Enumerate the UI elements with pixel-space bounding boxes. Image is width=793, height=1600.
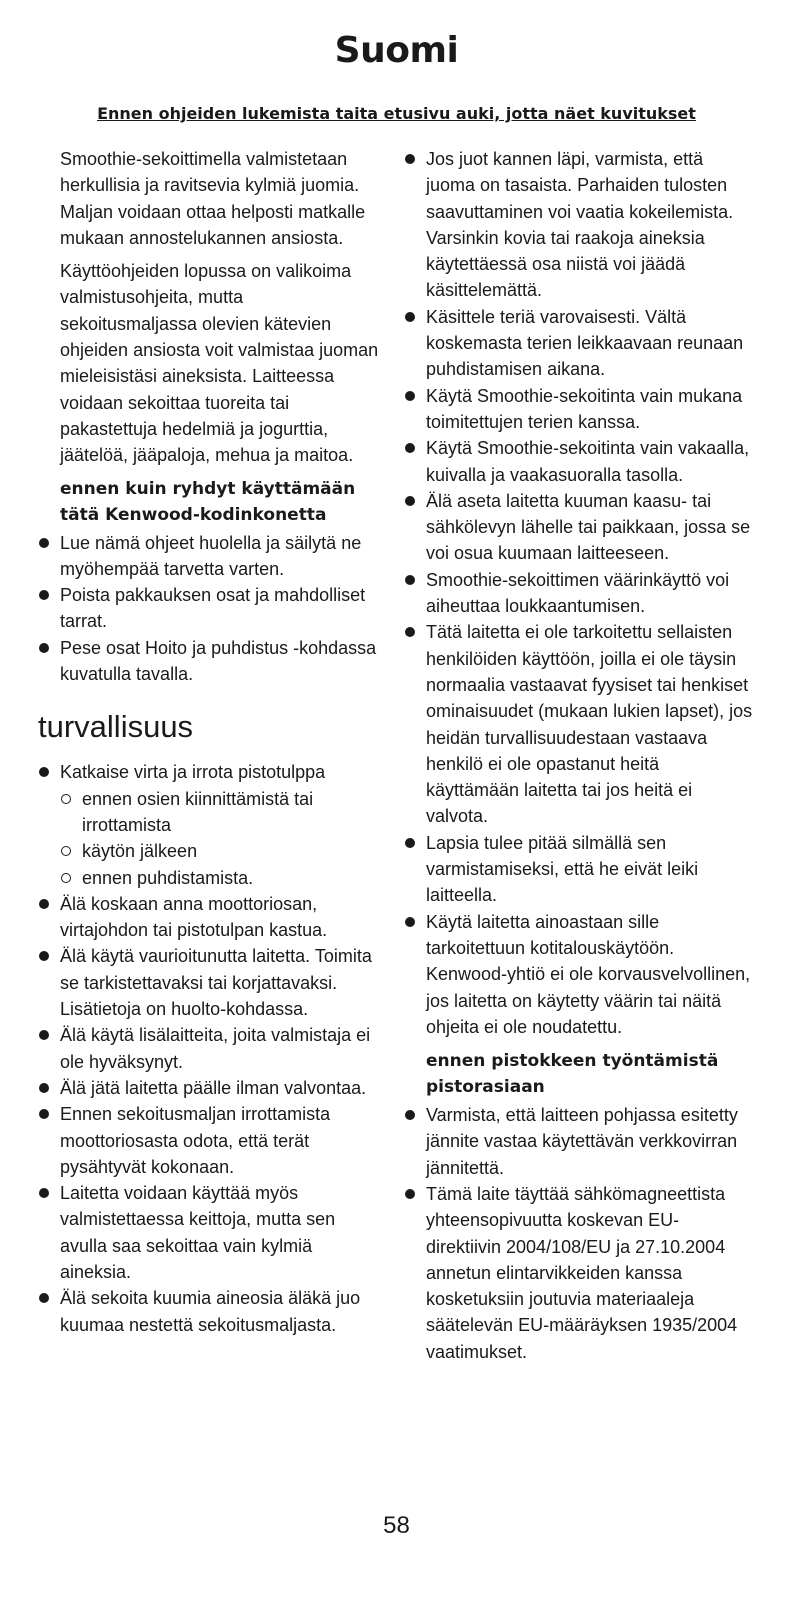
before-use-heading: ennen kuin ryhdyt käyttämään tätä Kenwood-kodinkonetta xyxy=(60,478,356,525)
sub-list-item: käytön jälkeen xyxy=(60,838,383,864)
sub-list-item: ennen osien kiinnittämistä tai irrottamista xyxy=(60,786,383,839)
list-item: Älä sekoita kuumia aineosia äläkä juo kuumaa nestettä sekoitusmaljasta. xyxy=(38,1285,383,1338)
safety-list-continued xyxy=(404,146,754,1040)
unplug-sublist xyxy=(60,786,383,891)
list-item: Lue nämä ohjeet huolella ja säilytä ne myöhempää tarvetta varten. xyxy=(38,530,383,583)
list-item: Älä koskaan anna moottoriosan, virtajohdon tai pistotulpan kastua. xyxy=(38,891,383,944)
before-use-list xyxy=(38,530,383,688)
list-item: Pese osat Hoito ja puhdistus -kohdassa kuvatulla tavalla. xyxy=(38,635,383,688)
list-item: Älä aseta laitetta kuuman kaasu- tai sähkölevyn lähelle tai paikkaan, jossa se voi osua kuumaan laitteeseen. xyxy=(404,488,754,567)
sub-list-item: ennen puhdistamista. xyxy=(60,865,383,891)
list-item: Käytä laitetta ainoastaan sille tarkoitettuun kotitalouskäytöön. Kenwood-yhtiö ei ole korvausvelvollinen, jos laitetta on käytetty väärin tai näitä ohjeita ei ole noudatettu. xyxy=(404,909,754,1040)
list-item: Älä käytä lisälaitteita, joita valmistaja ei ole hyväksynyt. xyxy=(38,1022,383,1075)
list-item: Älä jätä laitetta päälle ilman valvontaa. xyxy=(38,1075,383,1101)
list-item: Käsittele teriä varovaisesti. Vältä koskemasta terien leikkaavaan reunaan puhdistamisen aikana. xyxy=(404,304,754,383)
page-number: 58 xyxy=(383,1512,410,1539)
list-item xyxy=(38,759,383,890)
left-column xyxy=(38,146,383,1338)
safety-list xyxy=(38,759,383,1338)
list-item: Varmista, että laitteen pohjassa esitetty jännite vastaa käytettävän verkkovirran jännitettä. xyxy=(404,1102,754,1181)
list-item: Käytä Smoothie-sekoitinta vain mukana toimitettujen terien kanssa. xyxy=(404,383,754,436)
recipes-paragraph: Käyttöohjeiden lopussa on valikoima valmistusohjeita, mutta sekoitusmaljassa olevien kätevien ohjeiden ansiosta voit valmistaa juoman mieleisistäsi aineksista. Laitteessa voidaan sekoittaa tuoreita tai pakastettuja hedelmiä ja jogurttia, jäätelöä, jääpaloja, mehua ja maitoa. xyxy=(60,261,379,466)
list-item: Tätä laitetta ei ole tarkoitettu sellaisten henkilöiden käyttöön, joilla ei ole täysin normaalia vastaavat fyysiset tai henkiset ominaisuudet (mukaan lukien lapset), jos heidän turvallisuudestaan vastaava henkilö ei ole opastanut heitä käyttämään laitetta tai jos heitä ei valvota. xyxy=(404,619,754,829)
list-item: Poista pakkauksen osat ja mahdolliset tarrat. xyxy=(38,582,383,635)
list-item: Laitetta voidaan käyttää myös valmistettaessa keittoja, mutta sen avulla saa sekoittaa vain kylmiä aineksia. xyxy=(38,1180,383,1285)
plug-list xyxy=(404,1102,754,1365)
list-item: Ennen sekoitusmaljan irrottamista moottoriosasta odota, että terät pysähtyvät kokonaan. xyxy=(38,1101,383,1180)
list-item: Käytä Smoothie-sekoitinta vain vakaalla, kuivalla ja vaakasuoralla tasolla. xyxy=(404,435,754,488)
safety-heading: turvallisuus xyxy=(38,709,194,745)
unplug-instruction: Katkaise virta ja irrota pistotulppa xyxy=(60,762,326,783)
intro-paragraph: Smoothie-sekoittimella valmistetaan herkullisia ja ravitsevia kylmiä juomia. Maljan voidaan ottaa helposti matkalle mukaan annostelukannen ansiosta. xyxy=(60,149,366,248)
list-item: Jos juot kannen läpi, varmista, että juoma on tasaista. Parhaiden tulosten saavuttaminen voi vaatia kokeilemista. Varsinkin kovia tai raakoja aineksia käytettäessä osa niistä voi jäädä käsittelemättä. xyxy=(404,146,754,304)
list-item: Smoothie-sekoittimen väärinkäyttö voi aiheuttaa loukkaantumisen. xyxy=(404,567,754,620)
page-title: Suomi xyxy=(334,30,459,71)
list-item: Älä käytä vaurioitunutta laitetta. Toimita se tarkistettavaksi tai korjattavaksi. Lisätietoja on huolto-kohdassa. xyxy=(38,943,383,1022)
list-item: Tämä laite täyttää sähkömagneettista yhteensopivuutta koskevan EU-direktiivin 2004/108/EU ja 27.10.2004 annetun elintarvikkeiden kanssa kosketuksiin joutuvia materiaaleja säätelevän EU-määräyksen 1935/2004 vaatimukset. xyxy=(404,1181,754,1365)
right-column xyxy=(404,146,754,1365)
plug-heading: ennen pistokkeen työntämistä pistorasiaan xyxy=(426,1051,719,1098)
intro-note: Ennen ohjeiden lukemista taita etusivu auki, jotta näet kuvitukset xyxy=(97,104,696,123)
list-item: Lapsia tulee pitää silmällä sen varmistamiseksi, että he eivät leiki laitteella. xyxy=(404,830,754,909)
